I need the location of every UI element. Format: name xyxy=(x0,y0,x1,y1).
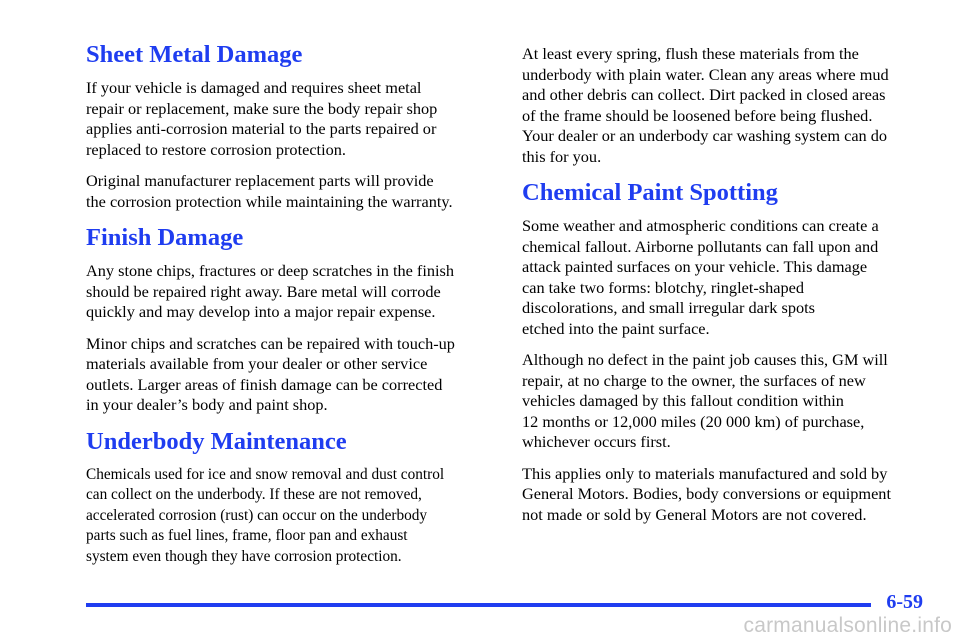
paragraph: Original manufacturer replacement parts will provide the corrosion protection while maintaining the warranty. xyxy=(86,171,453,211)
paragraph: Chemicals used for ice and snow removal and dust control can collect on the underbody. If these are not removed, accelerated corrosion (rust) can occur on the underbody parts such as fuel lines, frame, floor pan and exhaust system even though they have corrosion protection. xyxy=(86,465,445,565)
paragraph: Minor chips and scratches can be repaired with touch-up materials available from your dealer or other service outlets. Larger areas of finish damage can be corrected in your dealer’s body and paint shop. xyxy=(86,333,455,414)
paragraph: This applies only to materials manufactured and sold by General Motors. Bodies, body conversions or equipment not made or sold by General Motors are not covered. xyxy=(522,463,891,524)
paragraph: Although no defect in the paint job causes this, GM will repair, at no charge to the owner, the surfaces of new vehicles damaged by this fallout condition within 12 months or 12,000 miles (20 000 km) of purchase, whichever occurs first. xyxy=(522,350,888,451)
heading-chemical-paint-spotting: Chemical Paint Spotting xyxy=(522,179,778,206)
heading-finish-damage: Finish Damage xyxy=(86,224,244,251)
paragraph: Any stone chips, fractures or deep scratches in the finish should be repaired right away. Bare metal will corrode quickly and may develop into a major repair expense. xyxy=(86,261,455,321)
left-column xyxy=(86,38,496,578)
paragraph: Some weather and atmospheric conditions can create a chemical fallout. Airborne pollutants can fall upon and attack painted surfaces on your vehicle. This damage can take two forms: blotchy, ringlet-shaped discolorations, and small irregular dark spots etched into the paint surface. xyxy=(522,216,879,338)
page-number: 6-59 xyxy=(886,591,923,613)
paragraph: At least every spring, flush these materials from the underbody with plain water. Clean any areas where mud and other debris can collect. Dirt packed in closed areas of the frame should be loosened before being flushed. Your dealer or an underbody car washing system can do this for you. xyxy=(522,44,889,166)
heading-sheet-metal-damage: Sheet Metal Damage xyxy=(86,41,303,68)
paragraph: If your vehicle is damaged and requires sheet metal repair or replacement, make sure the body repair shop applies anti-corrosion material to the parts repaired or replaced to restore corrosion protection. xyxy=(86,78,438,159)
heading-underbody-maintenance: Underbody Maintenance xyxy=(86,427,347,455)
right-column xyxy=(522,38,932,536)
watermark: carmanualsonline.info xyxy=(743,614,952,637)
footer-rule xyxy=(86,603,871,607)
